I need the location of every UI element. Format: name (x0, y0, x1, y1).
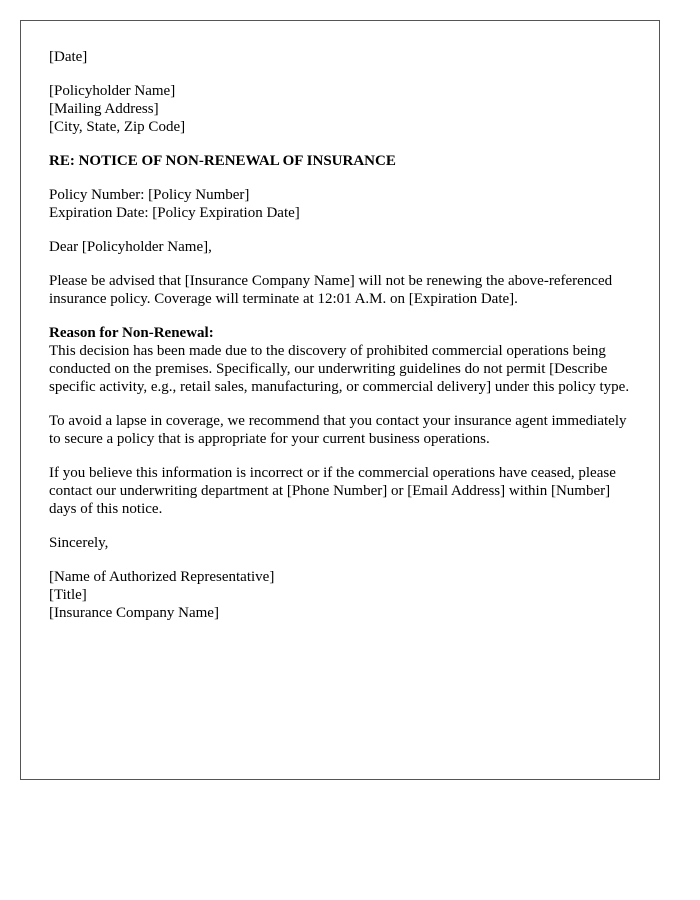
policy-info-block (49, 186, 639, 222)
subject-block (49, 152, 639, 170)
policy-number: Policy Number: [Policy Number] (49, 187, 250, 203)
intro-block (49, 272, 639, 308)
signature-title: [Title] (49, 587, 87, 603)
closing: Sincerely, (49, 535, 109, 551)
closing-block (49, 534, 639, 552)
recipient-block (49, 82, 639, 136)
signature-name: [Name of Authorized Representative] (49, 569, 275, 585)
contact-block (49, 464, 639, 518)
recommendation-block (49, 412, 639, 448)
reason-heading: Reason for Non-Renewal: (49, 325, 214, 341)
salutation: Dear [Policyholder Name], (49, 239, 212, 255)
signature-block (49, 568, 639, 622)
intro-paragraph: Please be advised that [Insurance Company Name] will not be renewing the above-referenced insurance policy. Coverage will terminate at 12:01 A.M. on [Expiration Date]. (49, 273, 613, 307)
letter-body (49, 48, 639, 638)
letter-date: [Date] (49, 49, 88, 65)
salutation-block (49, 238, 639, 256)
reason-paragraph: This decision has been made due to the discovery of prohibited commercial operations being conducted on the premises. Specifically, our underwriting guidelines do not permit [Describe specific activity, e.g., retail sales, manufacturing, or commercial delivery] under this policy type. (49, 343, 630, 395)
signature-company: [Insurance Company Name] (49, 605, 219, 621)
date-block (49, 48, 639, 66)
letter-subject: RE: NOTICE OF NON-RENEWAL OF INSURANCE (49, 153, 396, 169)
recommendation-paragraph: To avoid a lapse in coverage, we recommend that you contact your insurance agent immediately to secure a policy that is appropriate for your current business operations. (49, 413, 627, 447)
recipient-name: [Policyholder Name] (49, 83, 176, 99)
reason-block (49, 324, 639, 396)
recipient-address: [Mailing Address] (49, 101, 159, 117)
policy-expiration: Expiration Date: [Policy Expiration Date] (49, 205, 300, 221)
recipient-city-state-zip: [City, State, Zip Code] (49, 119, 186, 135)
contact-paragraph: If you believe this information is incorrect or if the commercial operations have ceased, please contact our underwriting department at [Phone Number] or [Email Address] within [Number] days of this notice. (49, 465, 616, 517)
